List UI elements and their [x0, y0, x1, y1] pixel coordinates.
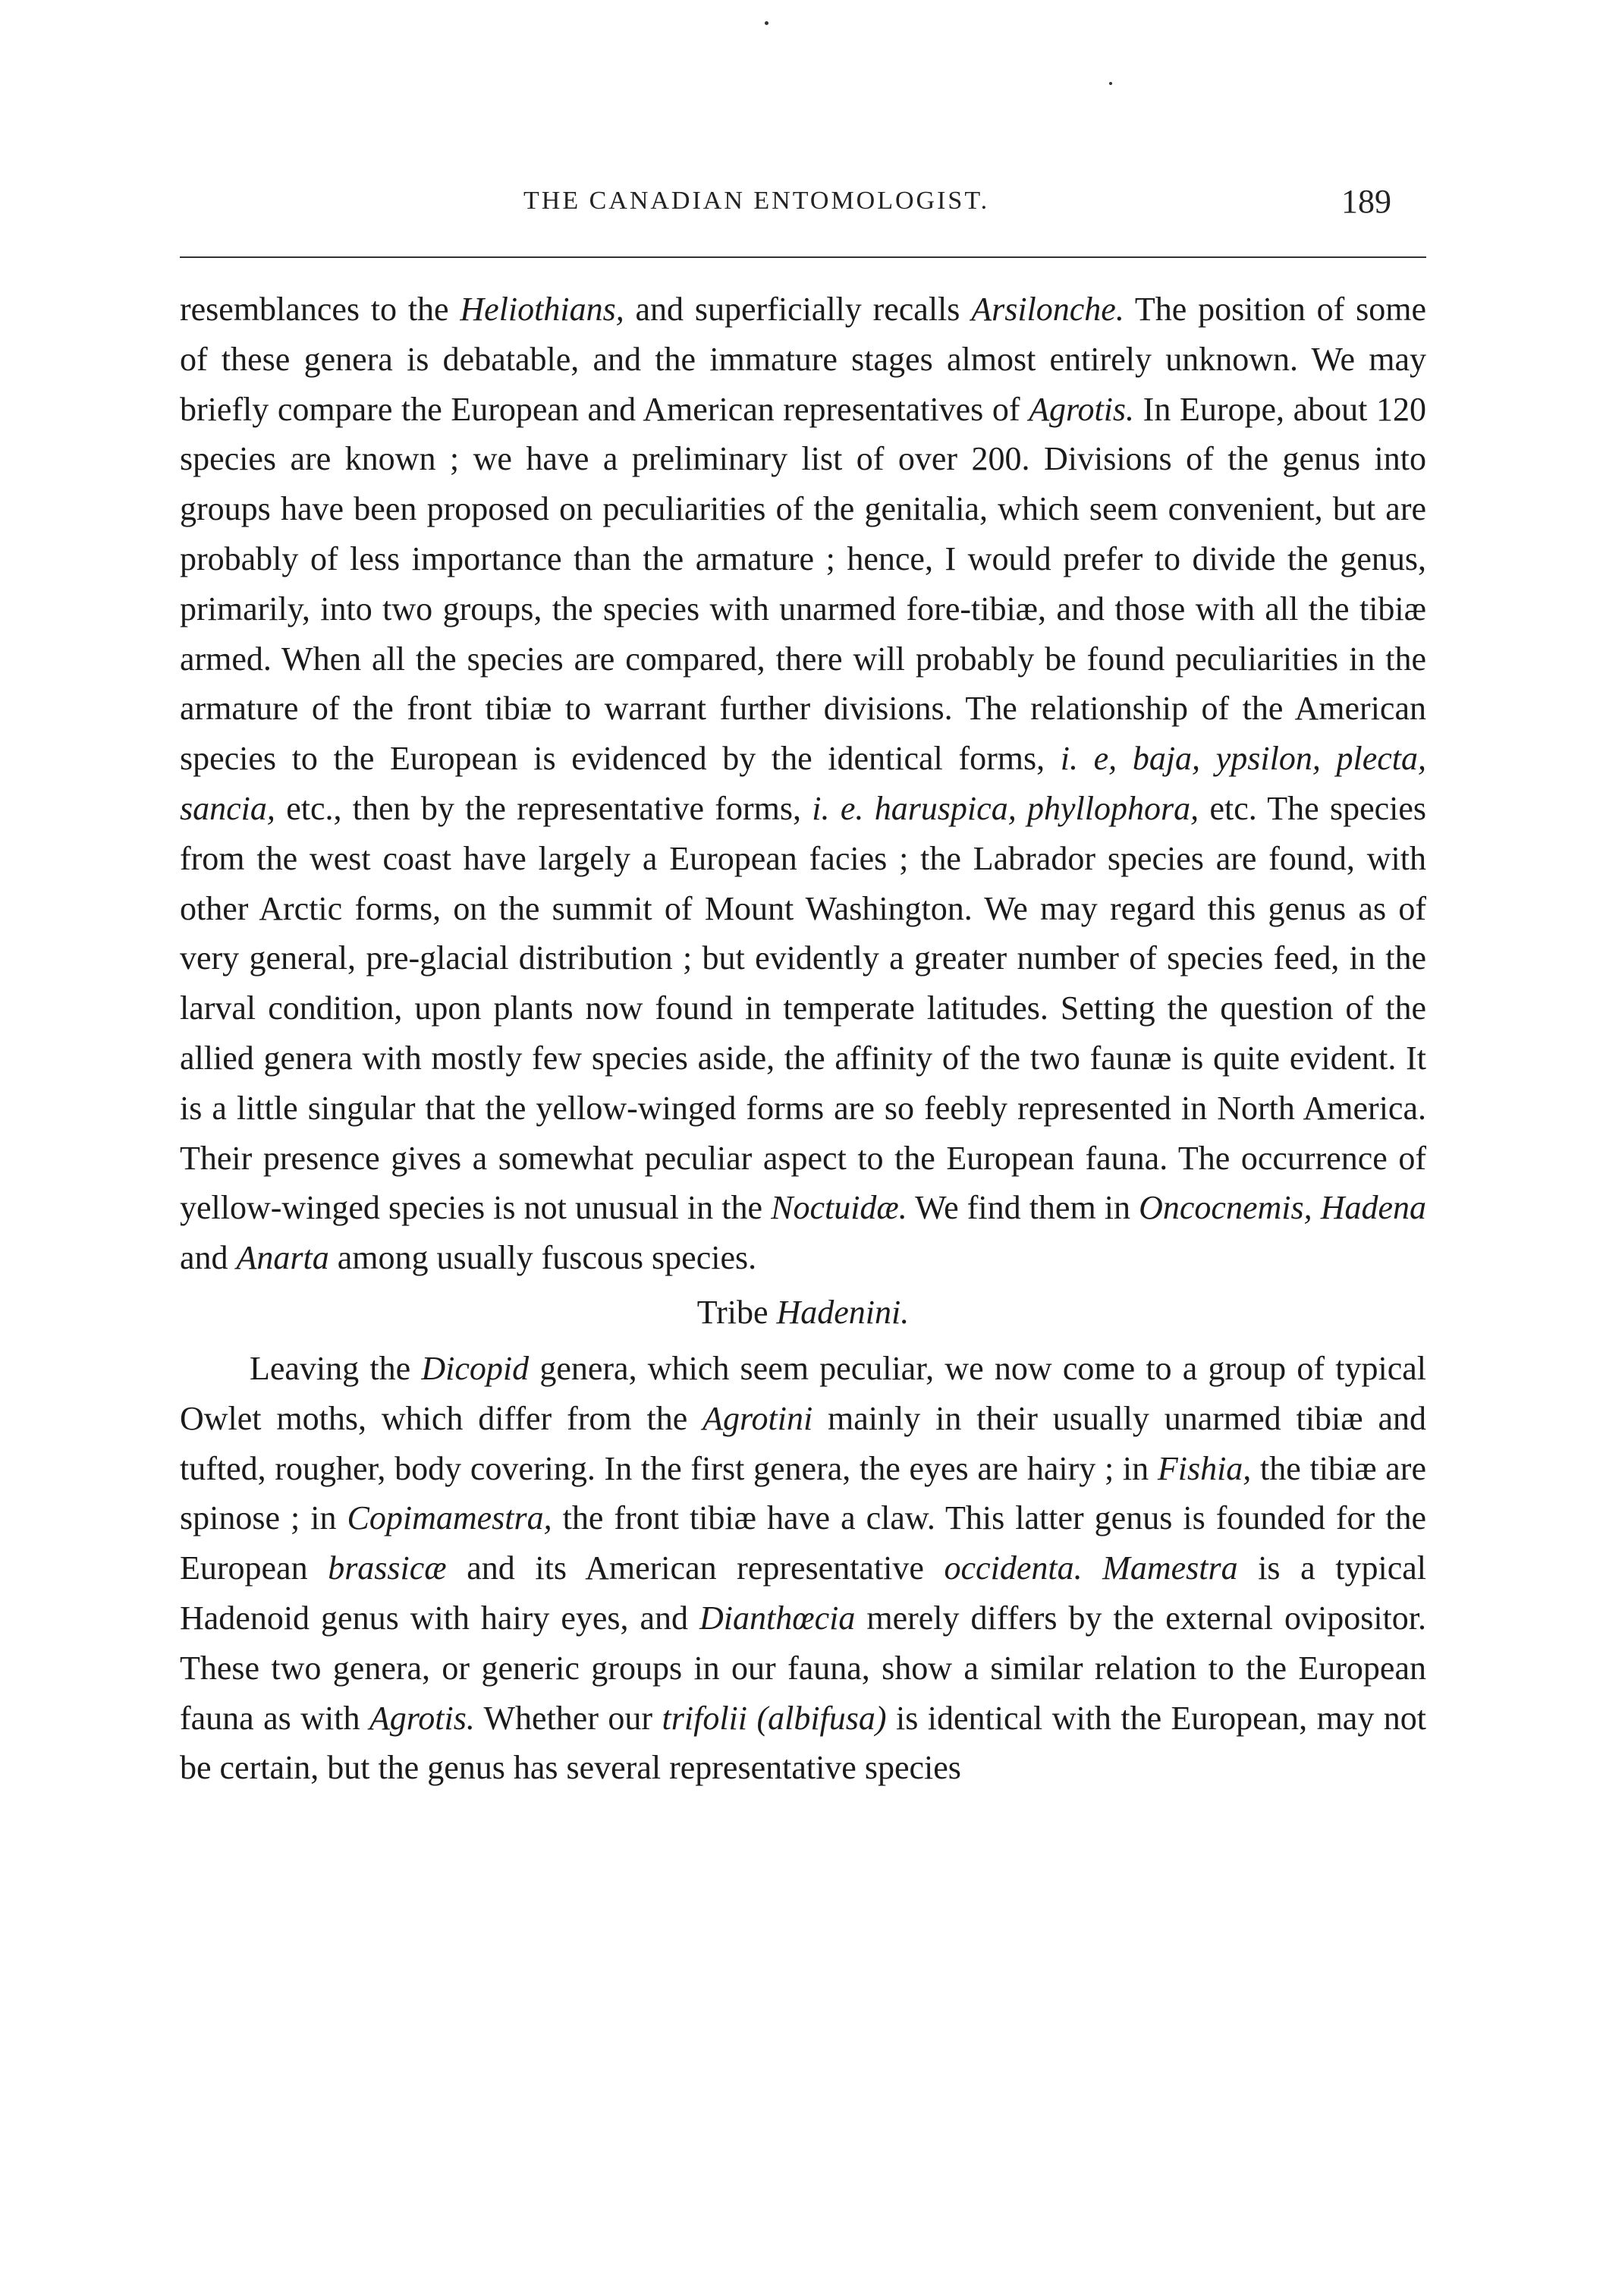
- italic-term: baja,: [1132, 740, 1201, 778]
- text-run: Whether our: [474, 1699, 662, 1737]
- italic-term: phyllophora,: [1027, 789, 1199, 827]
- section-heading: [180, 1288, 1426, 1338]
- text-run: is identical with the European, may not be certain, but the genus has several representative species: [180, 1699, 1427, 1787]
- italic-term: Noctuidæ.: [771, 1189, 907, 1227]
- text-run: the tibiæ are spinose ; in: [180, 1449, 1426, 1537]
- italic-term: haruspica,: [874, 789, 1017, 827]
- text-run: is a typical Hadenoid genus with hairy eyes, and: [180, 1549, 1426, 1637]
- text-run: mainly in their usually unarmed tibiæ and tufted, rougher, body covering. In the first genera, the eyes are hairy ; in: [180, 1399, 1426, 1487]
- text-run: [1117, 740, 1133, 777]
- italic-term: Copimamestra,: [347, 1499, 552, 1537]
- text-run: We find them in: [907, 1189, 1139, 1227]
- text-run: and: [180, 1239, 237, 1277]
- italic-term: Dicopid: [421, 1349, 530, 1387]
- ink-speck: [765, 21, 768, 25]
- italic-term: Fishia,: [1157, 1449, 1252, 1487]
- running-title: THE CANADIAN ENTOMOLOGIST.: [523, 187, 990, 215]
- text-run: etc. The species from the west coast have largely a European facies ; the Labrador species are found, with other Arctic forms, on the summit of Mount Washington. We may regard this genus as of very general, pre-glacial distribution ; but evidently a greater number of species feed, in the larval condition, upon plants now found in temperate latitudes. Setting the question of the allied genera with mostly few species aside, the affinity of the two faunæ is quite evident. It is a little singular that the yellow-winged forms are so feebly represented in North America. Their presence gives a somewhat peculiar aspect to the European fauna. The occurrence of yellow-winged species is not unusual in the: [180, 789, 1427, 1227]
- text-run: merely differs by the external ovipositor. These two genera, or generic groups in our fauna, show a similar relation to the European fauna as with: [180, 1599, 1426, 1737]
- text-run: [1312, 1189, 1321, 1226]
- text-run: etc., then by the representative forms,: [275, 789, 813, 827]
- italic-term: i. e.: [812, 789, 864, 827]
- ink-speck: [1109, 82, 1112, 85]
- text-run: among usually fuscous species.: [328, 1239, 757, 1277]
- italic-term: Agrotis.: [369, 1699, 475, 1737]
- text-run: and superficially recalls: [624, 291, 972, 328]
- italic-term: ypsilon,: [1215, 740, 1321, 778]
- italic-term: occidenta.: [944, 1549, 1083, 1587]
- italic-term: Agrotini: [702, 1399, 813, 1437]
- italic-term: Agrotis.: [1029, 390, 1135, 428]
- italic-term: brassicæ: [328, 1549, 447, 1587]
- italic-term: Mamestra: [1102, 1549, 1238, 1587]
- body-text: [180, 285, 1426, 1793]
- page-number: 189: [1341, 183, 1391, 220]
- italic-term: Oncocnemis,: [1139, 1189, 1312, 1227]
- italic-term: trifolii (albifusa): [662, 1699, 887, 1737]
- text-run: genera, which seem peculiar, we now come to a group of typical Owlet moths, which differ from the: [180, 1349, 1426, 1437]
- running-head: [0, 182, 1603, 228]
- text-run: and its American representative: [446, 1549, 945, 1587]
- text-run: [1321, 740, 1337, 777]
- text-run: the front tibiæ have a claw. This latter genus is founded for the European: [180, 1499, 1426, 1587]
- italic-term: i. e,: [1060, 740, 1117, 778]
- paragraph-2: [180, 1344, 1426, 1793]
- text-run: [1017, 790, 1027, 827]
- text-run: [863, 790, 874, 827]
- paragraph-1: [180, 285, 1426, 1283]
- heading-prefix: Tribe: [696, 1293, 777, 1331]
- italic-term: Anarta: [236, 1239, 329, 1277]
- italic-term: Dianthœcia: [699, 1599, 856, 1637]
- text-run: Leaving the: [250, 1349, 422, 1387]
- heading-tribe-name: Hadenini.: [776, 1293, 910, 1331]
- text-run: The position of some of these genera is debatable, and the immature stages almost entirely unknown. We may briefly compare the European and American representatives of: [180, 291, 1426, 428]
- text-run: [1200, 740, 1216, 777]
- italic-term: sancia,: [180, 789, 275, 827]
- text-run: In Europe, about 120 species are known ; we have a preliminary list of over 200. Divisions of the genus into groups have been proposed on peculiarities of the genitalia, which seem convenient, but are probably of less importance than the armature ; hence, I would prefer to divide the genus, primarily, into two groups, the species with unarmed fore-tibiæ, and those with all the tibiæ armed. When all the species are compared, there will probably be found peculiarities in the armature of the front tibiæ to warrant further divisions. The relationship of the American species to the European is evidenced by the identical forms,: [180, 390, 1426, 778]
- header-rule: [180, 256, 1426, 258]
- italic-term: Heliothians,: [460, 291, 624, 328]
- text-run: [1083, 1549, 1103, 1587]
- italic-term: Arsilonche.: [971, 291, 1124, 328]
- text-run: resemblances to the: [180, 291, 460, 328]
- italic-term: Hadena: [1320, 1189, 1427, 1227]
- italic-term: plecta,: [1336, 740, 1426, 778]
